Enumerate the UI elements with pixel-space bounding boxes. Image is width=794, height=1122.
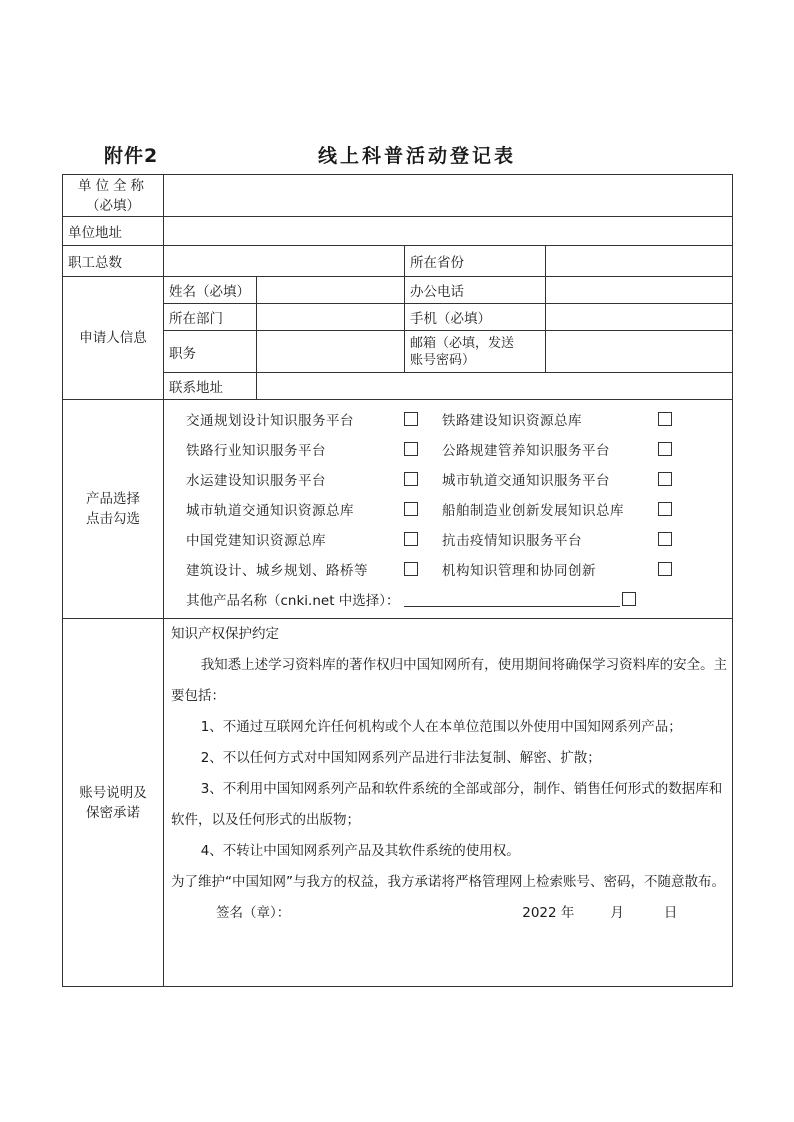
signature-day: 日 [663,905,678,921]
product-name: 水运建设知识服务平台 [186,473,326,489]
product-checkbox[interactable] [404,532,418,546]
unit-address-field[interactable] [164,217,733,246]
product-checkbox[interactable] [404,442,418,456]
other-product-label: 其他产品名称（cnki.net 中选择）： [186,593,400,609]
other-product-checkbox[interactable] [622,592,636,606]
staff-count-label: 职工总数 [63,246,164,277]
contact-address-label: 联系地址 [164,373,257,400]
product-checkbox[interactable] [658,532,672,546]
agreement-paragraph: 我知悉上述学习资料库的著作权归中国知网所有，使用期间将确保学习资料库的安全。主要包括： [171,657,728,704]
product-checkbox[interactable] [658,472,672,486]
agreement-paragraph: 4、不转让中国知网系列产品及其软件系统的使用权。 [200,843,520,859]
product-checkbox[interactable] [404,502,418,516]
product-row [186,434,732,464]
row-agreement [63,619,733,987]
province-label: 所在省份 [405,246,546,277]
product-label-line-1: 产品选择 [86,491,140,507]
name-label: 姓名（必填） [164,277,257,304]
mobile-field[interactable] [546,304,733,331]
product-row [186,494,732,524]
mobile-label: 手机（必填） [405,304,546,331]
attachment-label: 附件2 [104,145,159,167]
signature-month: 月 [610,905,624,921]
product-row [186,524,732,554]
unit-name-field[interactable] [164,175,733,217]
signature-label: 签名（章）： [216,905,291,921]
account-label [63,619,164,987]
unit-address-label: 单位地址 [63,217,164,246]
agreement-text [164,619,733,987]
name-field[interactable] [257,277,405,304]
product-row [186,464,732,494]
row-unit-name [63,175,733,217]
product-name: 交通规划设计知识服务平台 [186,413,354,429]
product-checkbox[interactable] [658,502,672,516]
department-field[interactable] [257,304,405,331]
email-label-cell [405,331,546,373]
department-label: 所在部门 [164,304,257,331]
product-checkbox[interactable] [404,472,418,486]
product-name: 城市轨道交通知识服务平台 [442,473,610,489]
product-list [164,400,733,619]
product-name: 公路规建管养知识服务平台 [442,443,610,459]
row-products [63,400,733,619]
product-checkbox[interactable] [404,412,418,426]
product-label-line-2: 点击勾选 [86,511,140,527]
row-applicant-name [63,277,733,304]
product-row [186,554,732,584]
staff-count-field[interactable] [164,246,405,277]
product-row [186,404,732,434]
product-checkbox[interactable] [658,562,672,576]
unit-name-label-cell [63,175,164,217]
row-department [63,304,733,331]
office-phone-field[interactable] [546,277,733,304]
row-position [63,331,733,373]
product-name: 城市轨道交通知识资源总库 [186,503,354,519]
agreement-paragraph: 2、不以任何方式对中国知网系列产品进行非法复制、解密、扩散； [200,750,601,766]
agreement-paragraph: 1、不通过互联网允许任何机构或个人在本单位范围以外使用中国知网系列产品； [200,719,682,735]
position-label: 职务 [164,331,257,373]
unit-name-note: （必填） [86,197,140,214]
product-checkbox[interactable] [404,562,418,576]
province-field[interactable] [546,246,733,277]
agreement-paragraph: 3、不利用中国知网系列产品和软件系统的全部或部分，制作、销售任何形式的数据库和软件，以及任何形式的出版物； [171,781,723,828]
product-checkbox[interactable] [658,412,672,426]
product-name: 船舶制造业创新发展知识总库 [442,503,624,519]
row-staff [63,246,733,277]
row-contact-address [63,373,733,400]
product-checkbox[interactable] [658,442,672,456]
account-label-line-1: 账号说明及 [79,784,147,801]
signature-row [171,898,728,929]
email-label-line-2: 账号密码） [410,352,476,368]
signature-year: 2022 年 [522,905,575,921]
agreement-title: 知识产权保护约定 [171,626,279,642]
office-phone-label: 办公电话 [405,277,546,304]
agreement-paragraph: 为了维护“中国知网”与我方的权益，我方承诺将严格管理网上检索账号、密码，不随意散布。 [171,874,725,890]
product-name: 建筑设计、城乡规划、路桥等 [186,563,368,579]
email-field[interactable] [546,331,733,373]
product-name: 铁路行业知识服务平台 [186,443,326,459]
unit-name-label: 单位全称 [78,177,148,194]
row-unit-address [63,217,733,246]
product-name: 抗击疫情知识服务平台 [442,533,582,549]
product-name: 铁路建设知识资源总库 [442,413,582,429]
contact-address-field[interactable] [257,373,733,400]
other-product-input[interactable] [404,592,620,607]
other-product-row [186,584,732,614]
account-label-line-2: 保密承诺 [86,804,140,821]
product-name: 中国党建知识资源总库 [186,533,326,549]
applicant-info-label: 申请人信息 [63,277,164,400]
product-name: 机构知识管理和协同创新 [442,563,596,579]
form-title: 线上科普活动登记表 [318,145,517,167]
product-select-label [63,400,164,619]
position-field[interactable] [257,331,405,373]
registration-form [62,174,733,987]
email-label-line-1: 邮箱（必填，发送 [410,335,515,351]
